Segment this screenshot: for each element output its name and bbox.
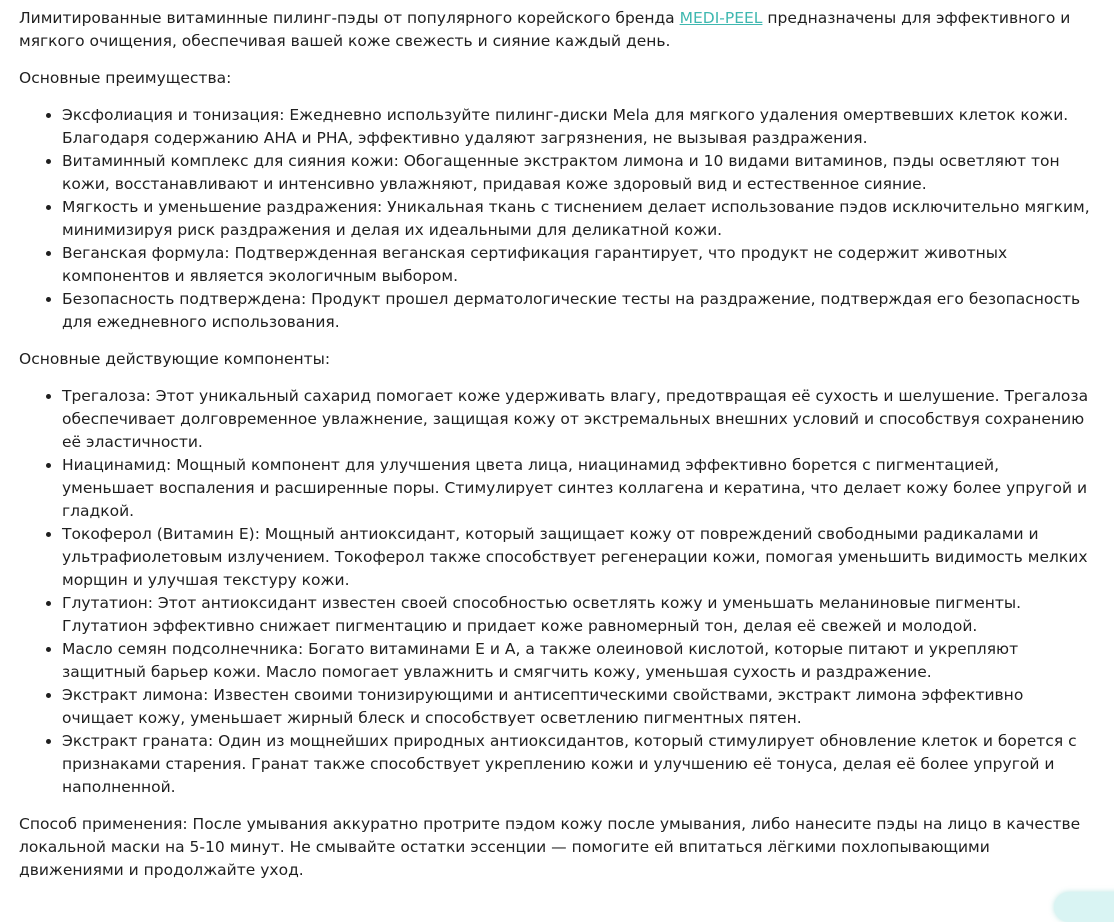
list-item: • Токоферол (Витамин Е): Мощный антиоксидант, который защищает кожу от повреждений свободными радикалами и ультрафиолетовым излучением. Токоферол также способствует регенерации кожи, помогая уменьшить видимость мелких морщин и улучшая текстуру кожи. xyxy=(62,523,1091,592)
list-item: • Экстракт граната: Один из мощнейших природных антиоксидантов, который стимулирует обновление клеток и борется с признаками старения. Гранат также способствует укреплению кожи и улучшению её тонуса, делая её более упругой и наполненной. xyxy=(62,730,1091,799)
ingredients-list xyxy=(19,385,1091,799)
ingredients-heading: Основные действующие компоненты: xyxy=(19,350,331,368)
brand-link-medi-peel[interactable]: MEDI-PEEL xyxy=(679,9,763,27)
intro-text-after-link: предназначены для эффективного и мягкого очищения, обеспечивая вашей коже свежесть и сияние каждый день. xyxy=(19,9,1071,50)
list-item: • Экстракт лимона: Известен своими тонизирующими и антисептическими свойствами, экстракт лимона эффективно очищает кожу, уменьшает жирный блеск и способствует осветлению пигментных пятен. xyxy=(62,684,1091,730)
intro-paragraph xyxy=(19,7,1091,53)
list-item: • Масло семян подсолнечника: Богато витаминами Е и А, а также олеиновой кислотой, которые питают и укрепляют защитный барьер кожи. Масло помогает увлажнить и смягчить кожу, уменьшая сухость и раздражение. xyxy=(62,638,1091,684)
usage-paragraph: Способ применения: После умывания аккуратно протрите пэдом кожу после умывания, либо нанесите пэды на лицо в качестве локальной маски на 5-10 минут. Не смывайте остатки эссенции — помогите ей впитаться лёгкими похлопывающими движениями и продолжайте уход. xyxy=(19,815,1081,879)
list-item: • Веганская формула: Подтвержденная веганская сертификация гарантирует, что продукт не содержит животных компонентов и является экологичным выбором. xyxy=(62,242,1091,288)
list-item: • Безопасность подтверждена: Продукт прошел дерматологические тесты на раздражение, подтверждая его безопасность для ежедневного использования. xyxy=(62,288,1091,334)
list-item: • Эксфолиация и тонизация: Ежедневно используйте пилинг-диски Mela для мягкого удаления омертвевших клеток кожи. Благодаря содержанию AHA и PHA, эффективно удаляют загрязнения, не вызывая раздражения. xyxy=(62,104,1091,150)
list-item: • Мягкость и уменьшение раздражения: Уникальная ткань с тиснением делает использование пэдов исключительно мягким, минимизируя риск раздражения и делая их идеальными для деликатной кожи. xyxy=(62,196,1091,242)
list-item: • Глутатион: Этот антиоксидант известен своей способностью осветлять кожу и уменьшать меланиновые пигменты. Глутатион эффективно снижает пигментацию и придает коже равномерный тон, делая её свежей и молодой. xyxy=(62,592,1091,638)
product-description xyxy=(19,7,1091,896)
benefits-list xyxy=(19,104,1091,334)
floating-chat-widget[interactable] xyxy=(1054,892,1114,922)
list-item: • Трегалоза: Этот уникальный сахарид помогает коже удерживать влагу, предотвращая её сухость и шелушение. Трегалоза обеспечивает долговременное увлажнение, защищая кожу от экстремальных внешних условий и способствуя сохранению её эластичности. xyxy=(62,385,1091,454)
list-item: • Витаминный комплекс для сияния кожи: Обогащенные экстрактом лимона и 10 видами витаминов, пэды осветляют тон кожи, восстанавливают и интенсивно увлажняют, придавая коже здоровый вид и естественное сияние. xyxy=(62,150,1091,196)
benefits-heading: Основные преимущества: xyxy=(19,69,232,87)
list-item: • Ниацинамид: Мощный компонент для улучшения цвета лица, ниацинамид эффективно борется с пигментацией, уменьшает воспаления и расширенные поры. Стимулирует синтез коллагена и кератина, что делает кожу более упругой и гладкой. xyxy=(62,454,1091,523)
intro-text-before-link: Лимитированные витаминные пилинг-пэды от популярного корейского бренда xyxy=(19,9,680,27)
